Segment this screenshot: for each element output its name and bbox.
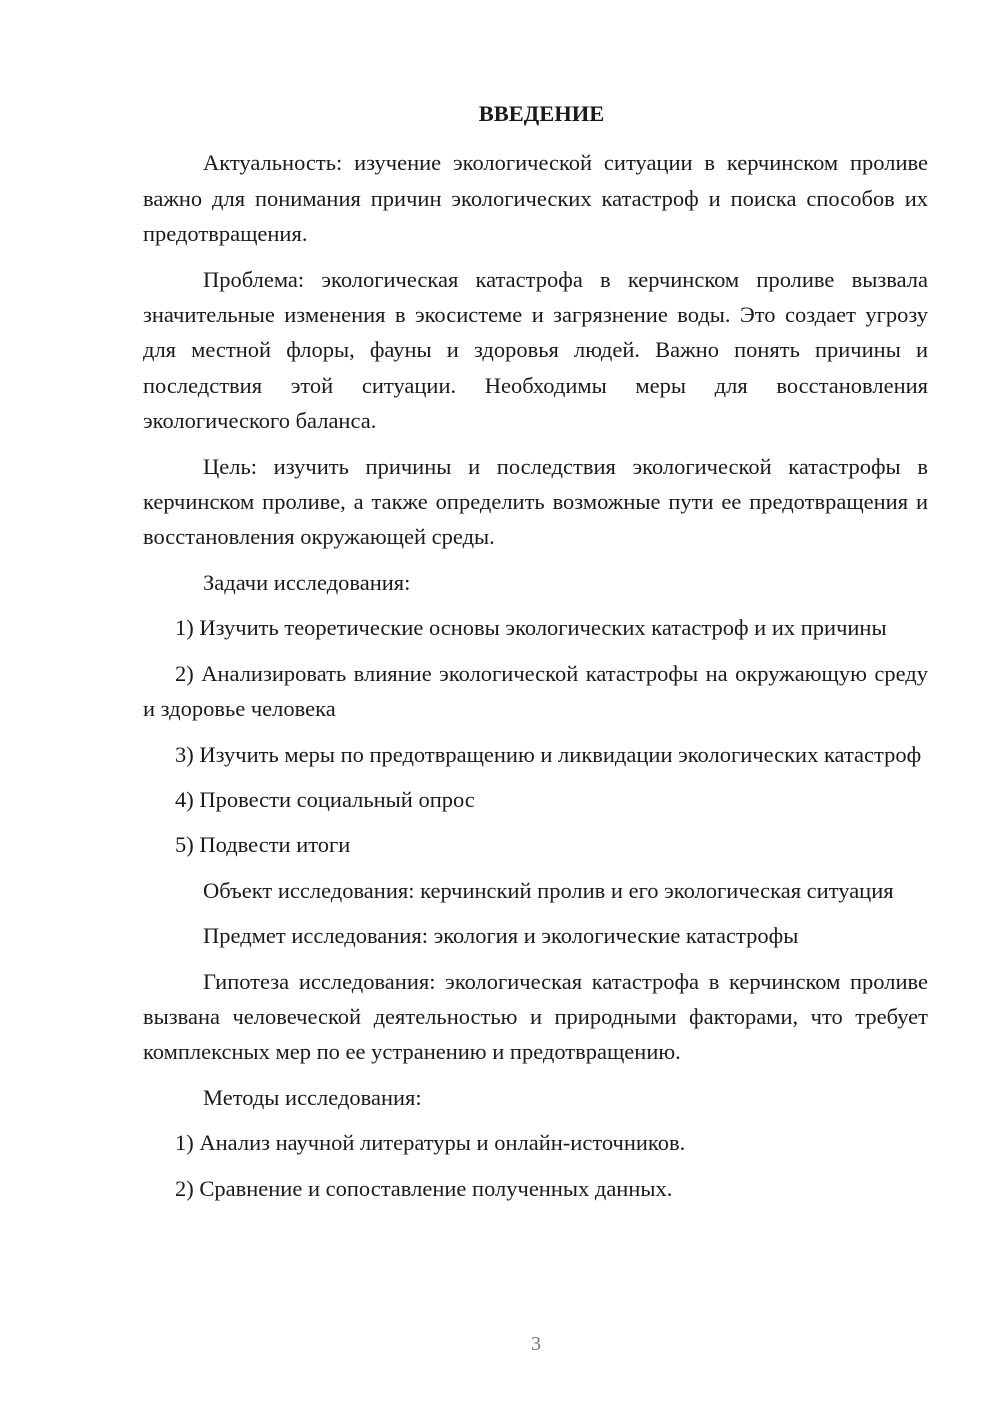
task-item: 5) Подвести итоги (175, 832, 351, 858)
goal-paragraph: Цель: изучить причины и последствия экологической катастрофы в керчинском проливе, а также определить возможные пути ее предотвращения и восстановления окружающей среды. (143, 453, 928, 550)
section-title: ВВЕДЕНИЕ (478, 101, 605, 126)
method-item: 2) Сравнение и сопоставление полученных данных. (175, 1175, 673, 1201)
page-number: 3 (531, 1333, 541, 1355)
problem-paragraph: Проблема: экологическая катастрофа в керчинском проливе вызвала значительные изменения в экосистеме и загрязнение воды. Это создает угрозу для местной флоры, фауны и здоровья людей. Важно понять причины и последствия этой ситуации. Необходимы меры для восстановления экологического баланса. (143, 266, 928, 434)
methods-heading: Методы исследования: (203, 1084, 422, 1110)
hypothesis-paragraph: Гипотеза исследования: экологическая катастрофа в керчинском проливе вызвана человеческой деятельностью и природными факторами, что требует комплексных мер по ее устранению и предотвращению. (143, 968, 928, 1065)
method-item: 1) Анализ научной литературы и онлайн-источников. (175, 1130, 686, 1156)
task-item: 3) Изучить меры по предотвращению и ликвидации экологических катастроф (175, 741, 922, 767)
subject-paragraph: Предмет исследования: экология и экологические катастрофы (203, 923, 799, 949)
tasks-heading: Задачи исследования: (203, 569, 411, 595)
task-item: 4) Провести социальный опрос (175, 786, 475, 812)
task-item: 2) Анализировать влияние экологической катастрофы на окружающую среду и здоровье человека (143, 660, 928, 722)
page-content (143, 96, 928, 1216)
object-paragraph: Объект исследования: керчинский пролив и его экологическая ситуация (203, 877, 894, 903)
relevance-paragraph: Актуальность: изучение экологической ситуации в керчинском проливе важно для понимания причин экологических катастроф и поиска способов их предотвращения. (143, 150, 928, 247)
task-item: 1) Изучить теоретические основы экологических катастроф и их причины (175, 615, 887, 641)
